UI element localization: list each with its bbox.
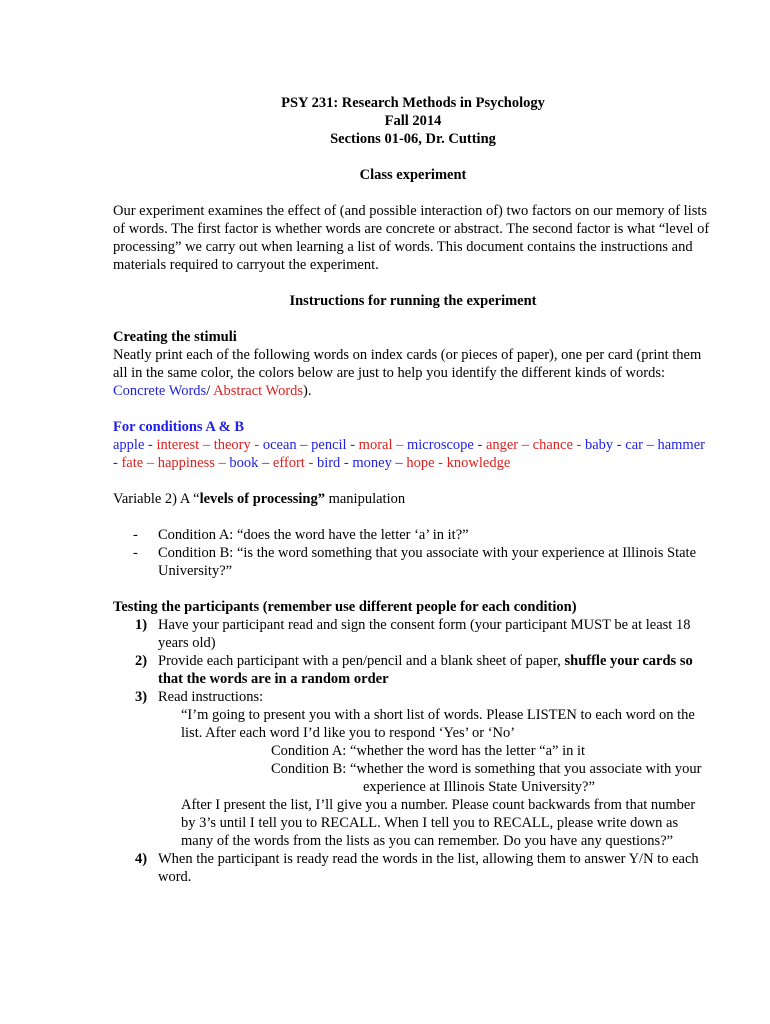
dash-bullet: - (133, 527, 138, 543)
condition-b-text: Condition B: “is the word something that you associate with your experience at Illinois State University?” (158, 545, 697, 579)
word-concrete: pencil (311, 437, 347, 453)
instructions-heading: Instructions for running the experiment (289, 293, 537, 309)
word-separator: - (346, 437, 359, 453)
intro-paragraph: Our experiment examines the effect of (and possible interaction of) two factors on our memory of lists of words. The first factor is whether words are concrete or abstract. The second factor is what “level of processing” we carry out when learning a list of words. This document contains the instructions and materials required to carryout the experiment. (113, 203, 710, 273)
word-separator: – (143, 455, 158, 471)
word-separator: – (296, 437, 312, 453)
document-page (113, 94, 713, 886)
step-number: 3) (135, 689, 148, 705)
word-concrete: ocean (262, 437, 297, 453)
variable2-prefix: Variable 2) A “ (113, 491, 200, 507)
word-abstract: moral (358, 437, 393, 453)
step-bold-text: shuffle your cards so that the words are in a random order (158, 653, 693, 687)
word-abstract: chance (532, 437, 573, 453)
word-separator: – (642, 437, 658, 453)
list-item (113, 526, 713, 544)
word-concrete: book (229, 455, 259, 471)
testing-heading: Testing the participants (remember use different people for each condition) (113, 599, 577, 615)
step-text: When the participant is ready read the words in the list, allowing them to answer Y/N to each word. (158, 851, 699, 885)
word-concrete: bird (316, 455, 341, 471)
step-text: Provide each participant with a pen/pencil and a blank sheet of paper, (158, 653, 565, 669)
word-concrete: baby (584, 437, 614, 453)
word-separator: - (250, 437, 263, 453)
slash: / (206, 383, 214, 399)
condition-a-text: Condition A: “does the word have the letter ‘a’ in it?” (158, 527, 469, 543)
course-title: PSY 231: Research Methods in Psychology (281, 95, 545, 111)
word-abstract: hope (406, 455, 435, 471)
word-separator: – (392, 437, 407, 453)
step-number: 2) (135, 653, 148, 669)
quote-condition-b-cont: experience at Illinois State University?” (363, 779, 595, 795)
step-text: Read instructions: (158, 689, 264, 705)
dash-bullet: - (133, 545, 138, 561)
list-item (113, 544, 713, 580)
word-concrete: hammer (657, 437, 705, 453)
stimuli-heading: Creating the stimuli (113, 329, 237, 345)
word-separator: - (473, 437, 486, 453)
word-abstract: fate (121, 455, 144, 471)
step-1 (113, 616, 713, 652)
testing-steps (113, 616, 713, 886)
word-abstract: knowledge (446, 455, 511, 471)
stimuli-text: Neatly print each of the following words on index cards (or pieces of paper), one per card (print them all in the same color, the colors below are just to help you identify the different kinds of words: (113, 347, 702, 381)
word-separator: - (113, 455, 122, 471)
step-number: 1) (135, 617, 148, 633)
quote-part-1: “I’m going to present you with a short list of words. Please LISTEN to each word on the list. After each word I’d like you to respond ‘Yes’ or ‘No’ (181, 707, 695, 741)
sections: Sections 01-06, Dr. Cutting (330, 131, 496, 147)
variable2-bold: levels of processing” (199, 491, 325, 507)
step-number: 4) (135, 851, 148, 867)
word-separator: - (434, 455, 447, 471)
word-separator: – (258, 455, 273, 471)
variable2-suffix: manipulation (324, 491, 406, 507)
conditions-list (113, 526, 713, 580)
instruction-quote (158, 706, 713, 850)
word-abstract: effort (272, 455, 305, 471)
word-list (113, 436, 713, 472)
word-abstract: theory (213, 437, 251, 453)
conditions-heading: For conditions A & B (113, 419, 245, 435)
quote-part-2: After I present the list, I’ll give you a number. Please count backwards from that number by 3’s until I tell you to RECALL. When I tell you to RECALL, please write down as many of the words from the lists as you can remember. Do you have any questions?” (181, 797, 696, 849)
word-separator: - (613, 437, 626, 453)
word-abstract: anger (485, 437, 519, 453)
step-4 (113, 850, 713, 886)
step-2 (113, 652, 713, 688)
word-concrete: microscope (407, 437, 474, 453)
concrete-label: Concrete Words (113, 383, 207, 399)
word-concrete: car (625, 437, 643, 453)
quote-condition-a: Condition A: “whether the word has the letter “a” in it (271, 743, 586, 759)
word-separator: – (391, 455, 407, 471)
step-3 (113, 688, 713, 850)
word-abstract: interest (156, 437, 200, 453)
subtitle: Class experiment (359, 167, 467, 183)
variable2-line (113, 490, 713, 508)
word-separator: - (144, 437, 157, 453)
word-separator: - (340, 455, 353, 471)
close-paren: ). (303, 383, 312, 399)
word-separator: – (214, 455, 230, 471)
quote-condition-b: Condition B: “whether the word is something that you associate with your (271, 761, 702, 777)
word-separator: - (304, 455, 317, 471)
word-concrete: apple (113, 437, 145, 453)
word-abstract: happiness (157, 455, 215, 471)
word-separator: – (199, 437, 214, 453)
step-text: Have your participant read and sign the consent form (your participant MUST be at least 18 years old) (158, 617, 691, 651)
word-concrete: money (352, 455, 392, 471)
word-separator: - (572, 437, 585, 453)
abstract-label: Abstract Words (213, 383, 304, 399)
word-separator: – (518, 437, 533, 453)
term: Fall 2014 (384, 113, 442, 129)
stimuli-paragraph (113, 346, 713, 400)
